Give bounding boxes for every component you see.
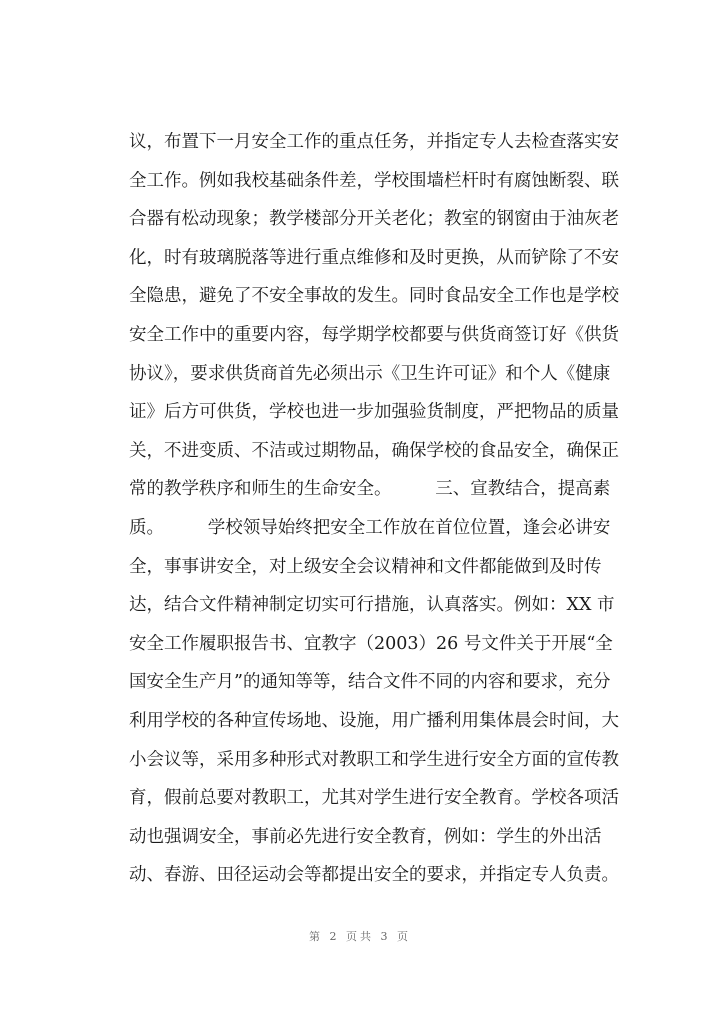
text-line: 议，布置下一月安全工作的重点任务，并指定专人去检查落实安 xyxy=(129,132,619,152)
page-number-footer: 第 2 页共 3 页 xyxy=(309,930,411,943)
text-line: 安全工作履职报告书、宜教字（2003）26 号文件关于开展“全 xyxy=(129,633,613,654)
text-line: 关，不进变质、不洁或过期物品，确保学校的食品安全，确保正 xyxy=(129,440,619,461)
text-line: 质。 学校领导始终把安全工作放在首位位置，逢会必讲安 xyxy=(129,517,611,538)
text-line: 动也强调安全，事前必先进行安全教育，例如：学生的外出活 xyxy=(129,826,602,847)
text-line: 达，结合文件精神制定切实可行措施，认真落实。例如：XX 市 xyxy=(129,595,615,616)
text-line: 国安全生产月”的通知等等，结合文件不同的内容和要求，充分 xyxy=(129,672,611,693)
text-line: 利用学校的各种宣传场地、设施，用广播利用集体晨会时间，大 xyxy=(129,710,619,731)
body-text xyxy=(129,127,619,899)
text-line: 常的教学秩序和师生的生命安全。 三、宣教结合，提高素 xyxy=(129,479,611,500)
text-line: 动、春游、田径运动会等都提出安全的要求，并指定专人负责。 xyxy=(129,865,619,886)
text-line: 全工作。例如我校基础条件差，学校围墙栏杆时有腐蚀断裂、联 xyxy=(129,170,619,191)
text-line: 合器有松动现象；教学楼部分开关老化；教室的钢窗由于油灰老 xyxy=(129,209,619,230)
text-line: 化，时有玻璃脱落等进行重点维修和及时更换，从而铲除了不安 xyxy=(129,247,619,268)
text-line: 证》后方可供货，学校也进一步加强验货制度，严把物品的质量 xyxy=(129,402,619,423)
text-line: 小会议等，采用多种形式对教职工和学生进行安全方面的宣传教 xyxy=(129,749,619,770)
text-line: 全隐患，避免了不安全事故的发生。同时食品安全工作也是学校 xyxy=(129,286,619,307)
text-line: 育，假前总要对教职工，尤其对学生进行安全教育。学校各项活 xyxy=(129,788,619,809)
text-line: 全，事事讲安全，对上级安全会议精神和文件都能做到及时传 xyxy=(129,556,602,577)
text-line: 安全工作中的重要内容，每学期学校都要与供货商签订好《供货 xyxy=(129,324,619,345)
text-line: 协议》，要求供货商首先必须出示《卫生许可证》和个人《健康 xyxy=(129,363,611,384)
